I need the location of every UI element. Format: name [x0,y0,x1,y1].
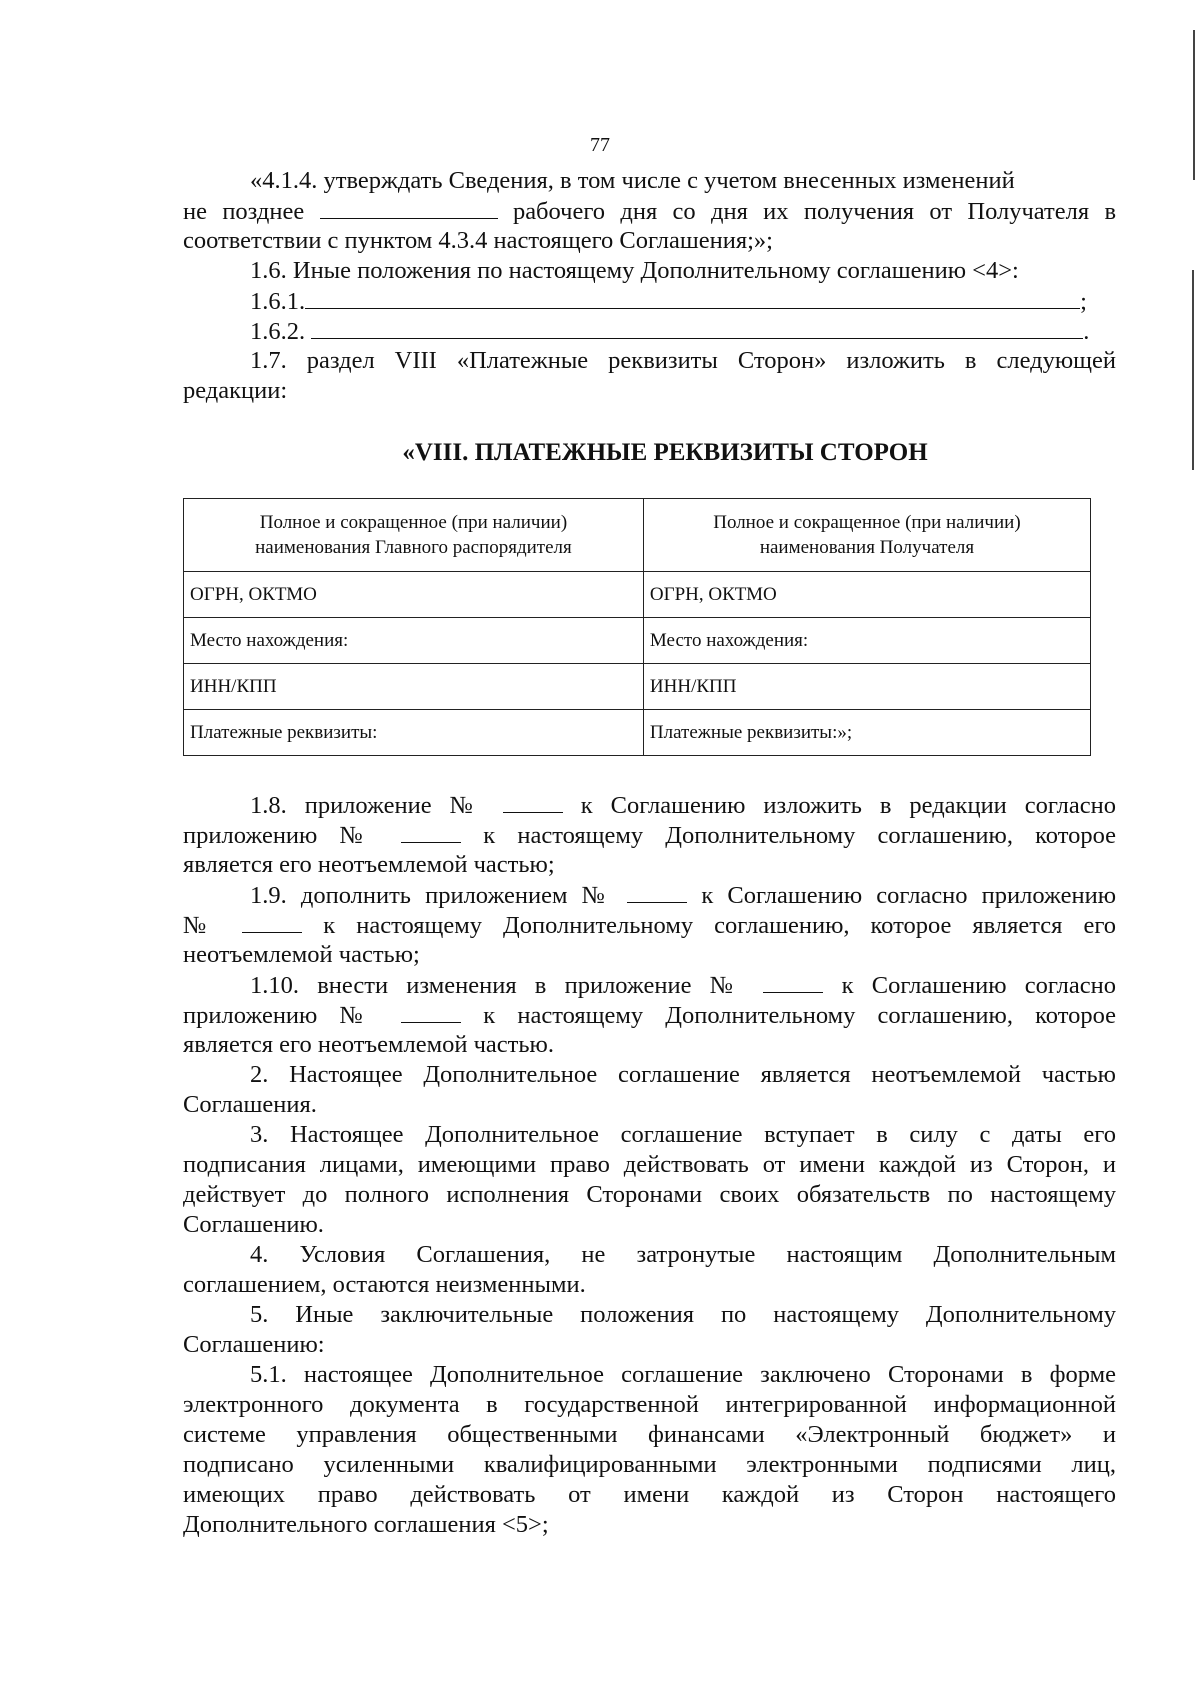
paragraph-line: подписано усиленными квалифицированными электронными подписями лиц, [183,1451,1116,1478]
paragraph-line: 1.10. внести изменения в приложение № к Соглашению согласно [250,972,1117,999]
paragraph-line: «4.1.4. утверждать Сведения, в том числе с учетом внесенных изменений [250,167,1015,194]
table-cell: ИНН/КПП [643,664,1090,710]
paragraph-line: приложению № к настоящему Дополнительному соглашению, которое [183,822,1117,849]
paragraph-line: 1.8. приложение № к Соглашению изложить в редакции согласно [250,792,1117,819]
paragraph-line: действует до полного исполнения Сторонами своих обязательств по настоящему [183,1181,1116,1208]
fill-in-blank [311,316,1083,339]
table-cell: Платежные реквизиты:»; [643,710,1090,756]
page-number: 77 [590,134,610,156]
table-header-cell: Полное и сокращенное (при наличии) наименования Получателя [643,499,1090,572]
paragraph-line: Соглашения. [183,1091,317,1118]
table-row [184,572,1091,618]
scan-margin-mark [1193,30,1195,180]
paragraph-line: 1.7. раздел VIII «Платежные реквизиты Сторон» изложить в следующей [250,347,1116,374]
paragraph-line: является его неотъемлемой частью; [183,851,555,878]
paragraph-line: имеющих право действовать от имени каждой из Сторон настоящего [183,1481,1116,1508]
paragraph-line: 5.1. настоящее Дополнительное соглашение заключено Сторонами в форме [250,1361,1116,1388]
paragraph-line: 5. Иные заключительные положения по настоящему Дополнительному [250,1301,1116,1328]
fill-in-blank [763,970,823,993]
paragraph-line: приложению № к настоящему Дополнительному соглашению, которое [183,1002,1117,1029]
paragraph-line: Соглашению: [183,1331,325,1358]
payment-requisites-table [183,498,1091,756]
paragraph-line: соглашением, остаются неизменными. [183,1271,586,1298]
paragraph-line: Дополнительного соглашения <5>; [183,1511,549,1538]
table-row [184,710,1091,756]
table-cell: ИНН/КПП [184,664,644,710]
paragraph-line: соответствии с пунктом 4.3.4 настоящего Соглашения;»; [183,227,773,254]
table-cell: Платежные реквизиты: [184,710,644,756]
fill-in-blank [401,1000,461,1023]
table-header-row [184,499,1091,572]
table-cell: ОГРН, ОКТМО [184,572,644,618]
paragraph-line: 2. Настоящее Дополнительное соглашение является неотъемлемой частью [250,1061,1116,1088]
paragraph-line: редакции: [183,377,288,404]
paragraph-line: является его неотъемлемой частью. [183,1031,554,1058]
fill-in-blank [305,286,1080,309]
paragraph-line: 1.6. Иные положения по настоящему Дополнительному соглашению <4>: [250,257,1019,284]
fill-in-blank [401,820,461,843]
paragraph-line: 1.9. дополнить приложением № к Соглашению согласно приложению [250,882,1117,909]
paragraph-line: электронного документа в государственной интегрированной информационной [183,1391,1116,1418]
fill-in-blank [627,880,687,903]
fill-in-blank [242,910,302,933]
paragraph-line: 1.6.2. . [250,318,1090,345]
paragraph-line: 3. Настоящее Дополнительное соглашение вступает в силу с даты его [250,1121,1116,1148]
paragraph-line: не позднее рабочего дня со дня их получения от Получателя в [183,198,1117,225]
paragraph-line: подписания лицами, имеющими право действовать от имени каждой из Сторон, и [183,1151,1116,1178]
table-cell: ОГРН, ОКТМО [643,572,1090,618]
table-cell: Место нахождения: [643,618,1090,664]
paragraph-line: системе управления общественными финансами «Электронный бюджет» и [183,1421,1116,1448]
fill-in-blank [320,196,498,219]
paragraph-line: 4. Условия Соглашения, не затронутые настоящим Дополнительным [250,1241,1116,1268]
paragraph-line: 1.6.1. ; [250,288,1087,315]
section-heading: «VIII. ПЛАТЕЖНЫЕ РЕКВИЗИТЫ СТОРОН [402,439,928,466]
paragraph-line: № к настоящему Дополнительному соглашению, которое является его [183,912,1117,939]
paragraph-line: Соглашению. [183,1211,324,1238]
paragraph-line: неотъемлемой частью; [183,941,420,968]
table-row [184,618,1091,664]
table-header-cell: Полное и сокращенное (при наличии) наименования Главного распорядителя [184,499,644,572]
table-row [184,664,1091,710]
table-cell: Место нахождения: [184,618,644,664]
fill-in-blank [503,790,563,813]
